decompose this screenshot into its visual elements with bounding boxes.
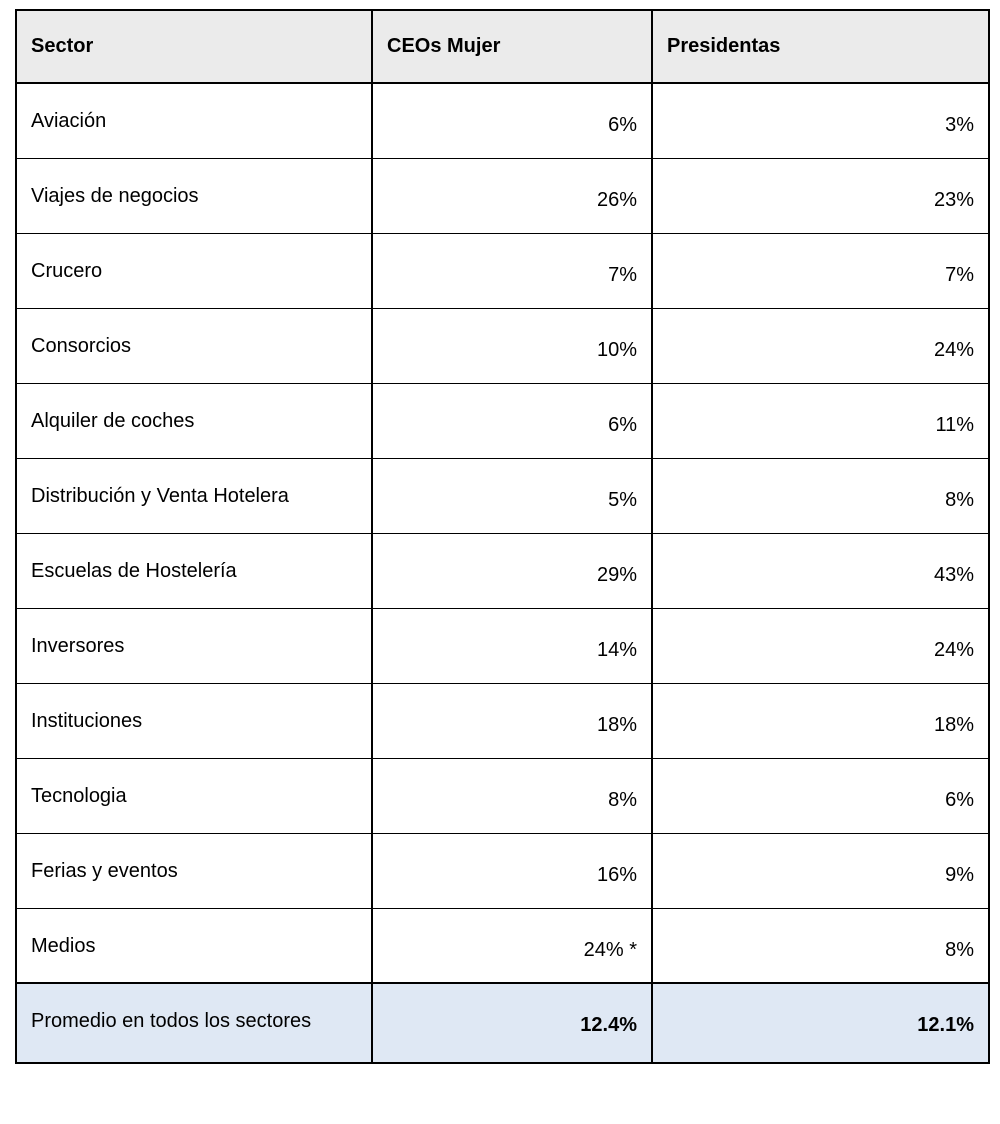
table-row <box>16 683 989 758</box>
header-sector: Sector <box>16 10 372 83</box>
cell-presidentas: 24% <box>652 608 989 683</box>
table-footer <box>16 983 989 1063</box>
cell-ceos: 10% <box>372 308 652 383</box>
cell-presidentas: 9% <box>652 833 989 908</box>
table-row <box>16 158 989 233</box>
header-row <box>16 10 989 83</box>
cell-sector: Aviación <box>16 83 372 158</box>
table-row <box>16 908 989 983</box>
cell-sector: Distribución y Venta Hotelera <box>16 458 372 533</box>
cell-ceos: 7% <box>372 233 652 308</box>
cell-sector: Inversores <box>16 608 372 683</box>
cell-presidentas: 6% <box>652 758 989 833</box>
cell-ceos: 6% <box>372 383 652 458</box>
average-presidentas: 12.1% <box>652 983 989 1063</box>
cell-presidentas: 23% <box>652 158 989 233</box>
cell-ceos: 18% <box>372 683 652 758</box>
table-header <box>16 10 989 83</box>
cell-ceos: 5% <box>372 458 652 533</box>
cell-sector: Viajes de negocios <box>16 158 372 233</box>
cell-sector: Crucero <box>16 233 372 308</box>
average-ceos: 12.4% <box>372 983 652 1063</box>
cell-ceos: 14% <box>372 608 652 683</box>
cell-presidentas: 24% <box>652 308 989 383</box>
table-row <box>16 308 989 383</box>
table-row <box>16 833 989 908</box>
cell-sector: Medios <box>16 908 372 983</box>
cell-ceos: 6% <box>372 83 652 158</box>
cell-presidentas: 7% <box>652 233 989 308</box>
cell-sector: Ferias y eventos <box>16 833 372 908</box>
cell-presidentas: 43% <box>652 533 989 608</box>
cell-ceos: 26% <box>372 158 652 233</box>
table-row <box>16 383 989 458</box>
average-label: Promedio en todos los sectores <box>16 983 372 1063</box>
header-ceos-mujer: CEOs Mujer <box>372 10 652 83</box>
cell-ceos: 8% <box>372 758 652 833</box>
cell-presidentas: 8% <box>652 458 989 533</box>
cell-ceos: 16% <box>372 833 652 908</box>
cell-sector: Escuelas de Hostelería <box>16 533 372 608</box>
cell-presidentas: 8% <box>652 908 989 983</box>
table-row <box>16 83 989 158</box>
header-presidentas: Presidentas <box>652 10 989 83</box>
cell-presidentas: 3% <box>652 83 989 158</box>
women-leadership-table <box>15 9 990 1064</box>
cell-presidentas: 18% <box>652 683 989 758</box>
table-row <box>16 233 989 308</box>
table-row <box>16 758 989 833</box>
cell-sector: Alquiler de coches <box>16 383 372 458</box>
table-row <box>16 608 989 683</box>
cell-sector: Instituciones <box>16 683 372 758</box>
cell-presidentas: 11% <box>652 383 989 458</box>
table-body <box>16 83 989 983</box>
cell-sector: Consorcios <box>16 308 372 383</box>
table-row <box>16 458 989 533</box>
table-row <box>16 533 989 608</box>
cell-ceos: 29% <box>372 533 652 608</box>
average-row <box>16 983 989 1063</box>
cell-sector: Tecnologia <box>16 758 372 833</box>
cell-ceos: 24% * <box>372 908 652 983</box>
